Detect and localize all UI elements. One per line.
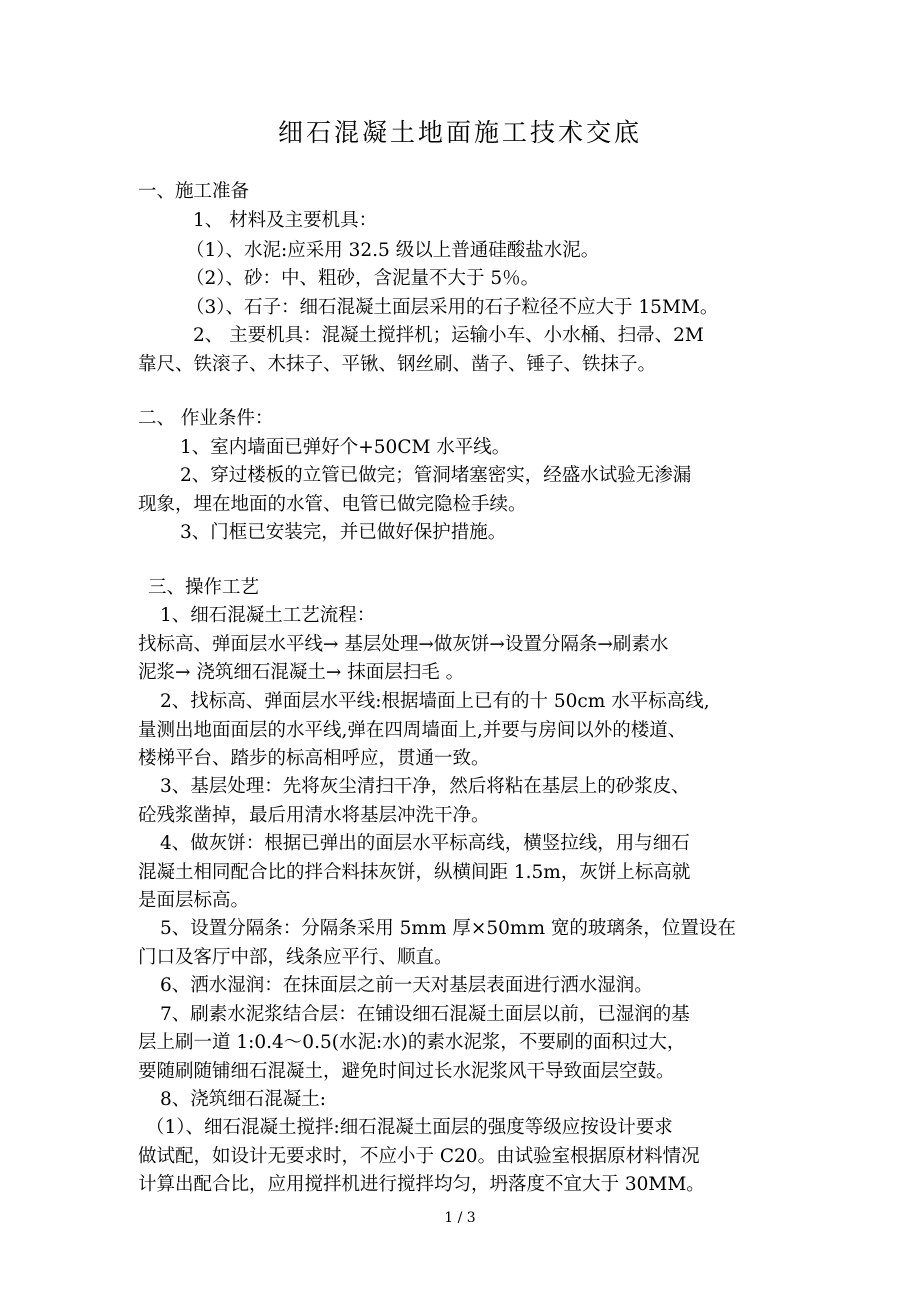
paragraph-line: 8、浇筑细石混凝土: [160,1089,327,1110]
paragraph-line: 楼梯平台、踏步的标高相呼应，贯通一致。 [138,748,490,769]
paragraph-line: 量测出地面面层的水平线,弹在四周墙面上,并要与房间以外的楼道、 [138,720,687,741]
paragraph-line: 要随刷随铺细石混凝土，避免时间过长水泥浆风干导致面层空鼓。 [138,1061,675,1082]
paragraph-line: 1、 材料及主要机具： [193,210,378,231]
paragraph-line: 计算出配合比，应用搅拌机进行搅拌均匀，坍落度不宜大于 30MM。 [138,1174,705,1195]
section-heading-preparation: 一、施工准备 [138,181,250,202]
paragraph-line: 2、穿过楼板的立管已做完；管洞堵塞密实，经盛水试验无渗漏 [180,465,692,486]
paragraph-line: 泥浆→ 浇筑细石混凝土→ 抹面层扫毛 。 [138,662,465,683]
paragraph-line: （2）、砂：中、粗砂，含泥量不大于 5％。 [186,268,540,289]
section-heading-process: 三、操作工艺 [148,577,260,598]
paragraph-line: 2、 主要机具：混凝土搅拌机；运输小车、小水桶、扫帚、2M [193,325,704,346]
paragraph-line: 3、门框已安装完，并已做好保护措施。 [180,522,507,543]
paragraph-line: 层上刷一道 1:0.4～0.5(水泥:水)的素水泥浆，不要刷的面积过大， [138,1032,686,1053]
paragraph-line: 7、刷素水泥浆结合层：在铺设细石混凝土面层以前，已湿润的基 [160,1004,690,1025]
paragraph-line: 1、室内墙面已弹好个+50CM 水平线。 [180,437,511,458]
paragraph-line: 做试配，如设计无要求时，不应小于 C20。由试验室根据原材料情况 [138,1146,700,1167]
paragraph-line: 靠尺、铁滚子、木抹子、平锹、钢丝刷、凿子、锤子、铁抹子。 [138,354,657,375]
paragraph-line: 5、设置分隔条：分隔条采用 5mm 厚×50mm 宽的玻璃条，位置设在 [160,918,736,939]
paragraph-line: （1）、细石混凝土搅拌:细石混凝土面层的强度等级应按设计要求 [146,1117,673,1138]
section-heading-conditions: 二、 作业条件： [138,408,274,429]
paragraph-line: （1）、水泥:应采用 32.5 级以上普通硅酸盐水泥。 [186,240,600,261]
page-number: 1 / 3 [444,1210,476,1226]
paragraph-line: 现象，埋在地面的水管、电管已做完隐检手续。 [138,494,527,515]
paragraph-line: 门口及客厅中部，线条应平行、顺直。 [138,947,453,968]
paragraph-line: 找标高、弹面层水平线→ 基层处理→做灰饼→设置分隔条→刷素水 [138,634,669,655]
page-title: 细石混凝土地面施工技术交底 [277,118,642,147]
paragraph-line: 1、细石混凝土工艺流程： [160,605,376,626]
paragraph-line: 3、基层处理：先将灰尘清扫干净，然后将粘在基层上的砂浆皮、 [160,776,690,797]
paragraph-line: （3）、石子：细石混凝土面层采用的石子粒径不应大于 15MM。 [186,297,719,318]
paragraph-line: 6、洒水湿润：在抹面层之前一天对基层表面进行洒水湿润。 [160,975,653,996]
paragraph-line: 2、找标高、弹面层水平线:根据墙面上已有的十 50cm 水平标高线, [160,691,710,712]
paragraph-line: 砼残浆凿掉，最后用清水将基层冲洗干净。 [138,805,490,826]
paragraph-line: 4、做灰饼：根据已弹出的面层水平标高线，横竖拉线，用与细石 [160,833,690,854]
paragraph-line: 混凝土相同配合比的拌合料抹灰饼，纵横间距 1.5m，灰饼上标高就 [138,862,691,883]
paragraph-line: 是面层标高。 [138,890,250,911]
